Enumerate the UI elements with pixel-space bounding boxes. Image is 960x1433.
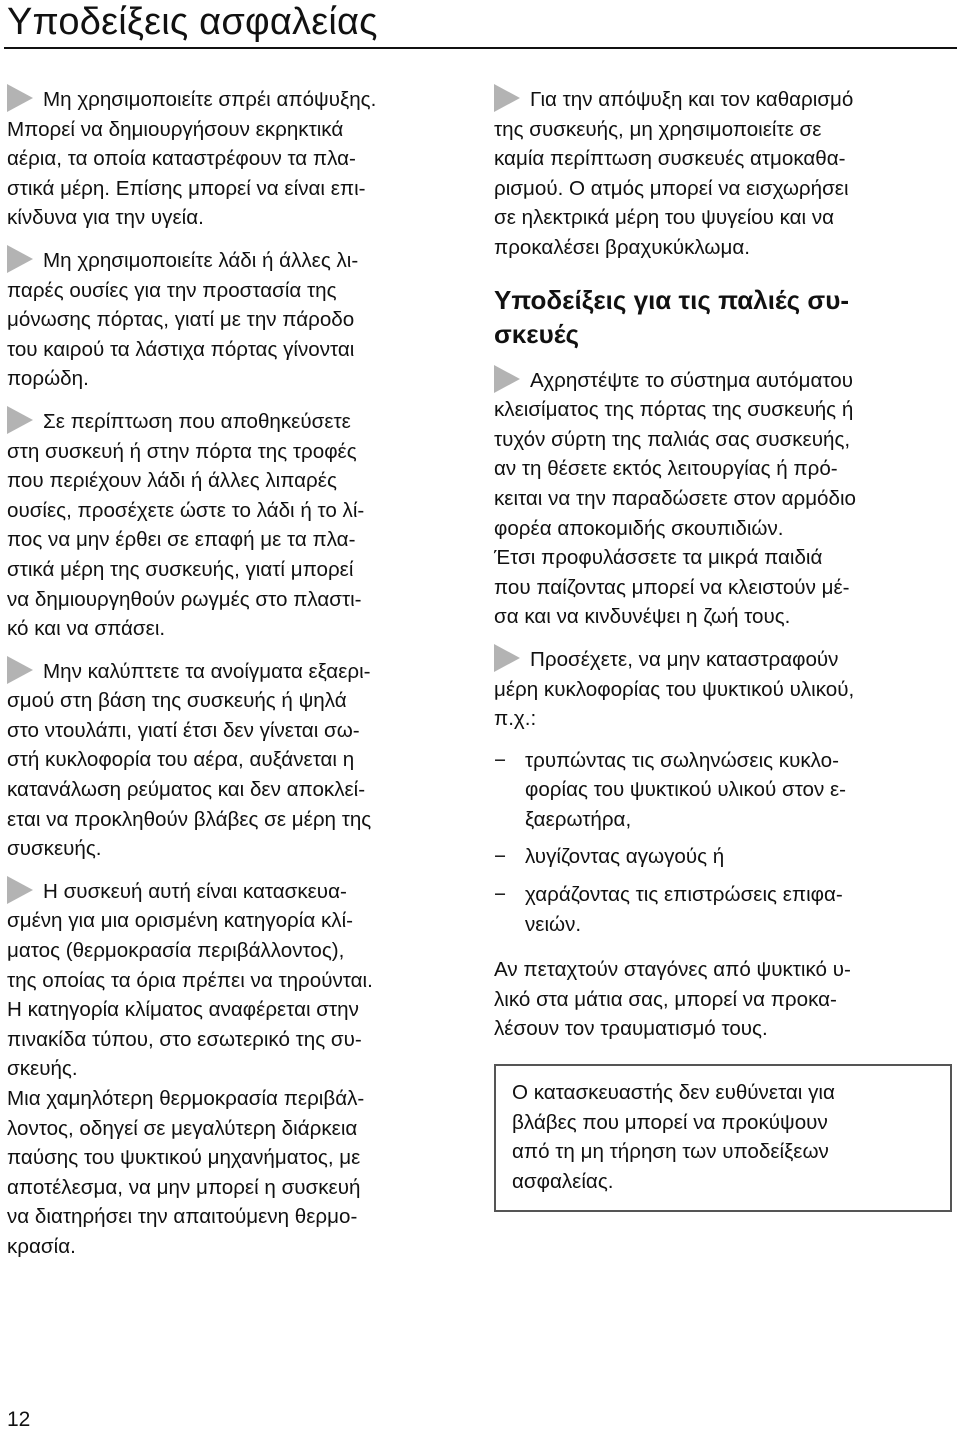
page-number: 12 — [7, 1408, 31, 1431]
dash-icon: − — [494, 748, 507, 772]
dash-item-piercing: − τρυπώντας τις σωληνώσεις κυκλο- φορίας του ψυκτικού υλικού στον ε- ξαερωτήρα, — [494, 746, 954, 835]
para-no-defrost-spray: Μη χρησιμοποιείτε σπρέι απόψυξης. Μπορεί να δημιουργήσουν εκρηκτικά αέρια, τα οποία καταστρέφουν τα πλα- στικά μέρη. Επίσης μπορεί να είναι επι- κίνδυνα για την υγεία. — [7, 84, 465, 233]
liability-note-box: Ο κατασκευαστής δεν ευθύνεται για βλάβες που μπορεί να προκύψουν από τη μη τήρηση των υποδείξεων ασφαλείας. — [494, 1064, 952, 1212]
bullet-arrow-icon — [7, 656, 33, 684]
dash-item-bending: − λυγίζοντας αγωγούς ή — [494, 842, 954, 872]
bullet-arrow-icon — [494, 84, 520, 112]
dash-icon: − — [494, 845, 507, 869]
bullet-arrow-icon — [7, 245, 33, 273]
bullet-arrow-icon — [494, 644, 520, 672]
para-oily-food-storage: Σε περίπτωση που αποθηκεύσετε στη συσκευή ή στην πόρτα της τροφές που περιέχουν λάδι ή άλλες λιπαρές ουσίες, προσέχετε ώστε το λάδι ή το λί- πος να μην έρθει σε επαφή με τα πλα- στικά μέρη της συσκευής, γιατί μπορεί να δημιουργηθούν ρωγμές στο πλαστι- κό και να σπάσει. — [7, 406, 465, 644]
bullet-arrow-icon — [494, 365, 520, 393]
dash-item-scratching: − χαράζοντας τις επιστρώσεις επιφα- νειών. — [494, 880, 954, 939]
para-ventilation: Μην καλύπτετε τα ανοίγματα εξαερι- σμού στη βάση της συσκευής ή ψηλά στο ντουλάπι, γιατί έτσι δεν γίνεται σω- στή κυκλοφορία του αέρα, αυξάνεται η κατανάλωση ρεύματος και δεν αποκλεί- εται να προκληθούν βλάβες σε μέρη της συσκευής. — [7, 656, 465, 864]
para-eye-injury: Αν πεταχτούν σταγόνες από ψυκτικό υ- λικό στα μάτια σας, μπορεί να προκα- λέσουν τον τραυματισμό τους. — [494, 958, 851, 1041]
dash-icon: − — [494, 883, 507, 907]
para-disable-door-lock: Αχρηστέψτε το σύστημα αυτόματου κλεισίματος της πόρτας της συσκευής ή τυχόν σύρτη της παλιάς σας συσκευής, αν τη θέσετε εκτός λειτουργίας ή πρό- κειται να την παραδώσετε στον αρμόδιο φορέα αποκομιδής σκουπιδιών. Έτσι προφυλάσσετε τα μικρά παιδιά που παίζοντας μπορεί να κλειστούν μέ- σα και να κινδυνέψει η ζωή τους. — [494, 365, 954, 632]
right-column — [494, 84, 954, 1212]
left-column — [7, 84, 465, 1274]
bullet-arrow-icon — [7, 406, 33, 434]
title-divider — [4, 47, 957, 49]
old-appliances-heading: Υποδείξεις για τις παλιές συ- σκευές — [494, 284, 849, 349]
para-no-steam-cleaner: Για την απόψυξη και τον καθαρισμό της συσκευής, μη χρησιμοποιείτε σε καμία περίπτωση συσκευές ατμοκαθα- ρισμού. Ο ατμός μπορεί να εισχωρήσει σε ηλεκτρικά μέρη του ψυγείου και να προκαλέσει βραχυκύκλωμα. — [494, 84, 954, 263]
bullet-arrow-icon — [7, 84, 33, 112]
bullet-arrow-icon — [7, 876, 33, 904]
para-refrigerant-circuit: Προσέχετε, να μην καταστραφούν μέρη κυκλοφορίας του ψυκτικού υλικού, π.χ.: — [494, 644, 954, 734]
page-title: Υποδείξεις ασφαλείας — [7, 1, 378, 43]
para-climate-class: Η συσκευή αυτή είναι κατασκευα- σμένη για μια ορισμένη κατηγορία κλί- ματος (θερμοκρασία περιβάλλοντος), της οποίας τα όρια πρέπει να τηρούνται. Η κατηγορία κλίματος αναφέρεται στην πινακίδα τύπου, στο εσωτερικό της συ- σκευής. Μια χαμηλότερη θερμοκρασία περιβάλ- λοντος, οδηγεί σε μεγαλύτερη διάρκεια παύσης του ψυκτικού μηχανήματος, με αποτέλεσμα, να μην μπορεί η συσκευή να διατηρήσει την απαιτούμενη θερμο- κρασία. — [7, 876, 465, 1262]
para-no-oil-door-seal: Μη χρησιμοποιείτε λάδι ή άλλες λι- παρές ουσίες για την προστασία της μόνωσης πόρτας, γιατί με την πάροδο του καιρού τα λάστιχα πόρτας γίνονται πορώδη. — [7, 245, 465, 394]
